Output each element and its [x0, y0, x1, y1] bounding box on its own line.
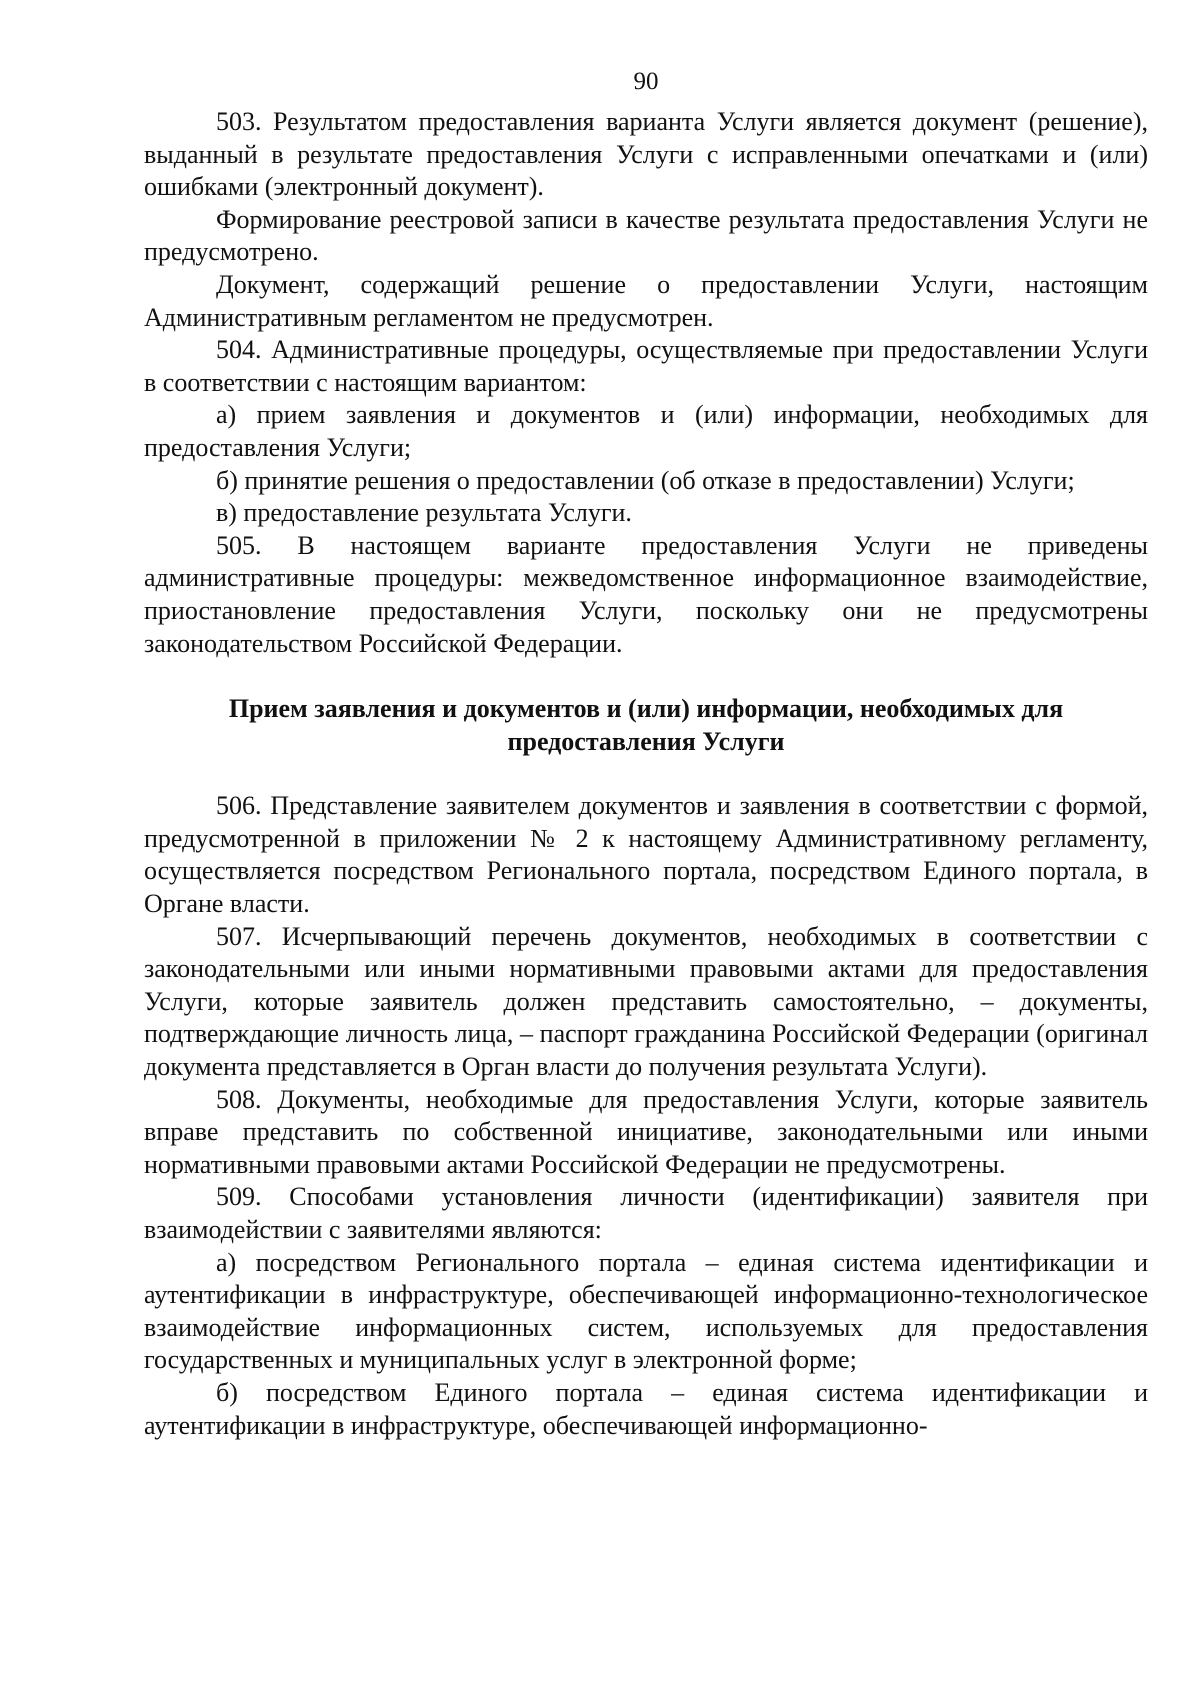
paragraph-508: 508. Документы, необходимые для предоставления Услуги, которые заявитель вправе представить по собственной инициативе, законодательными или иными нормативными правовыми актами Российской Федерации не предусмотрены. — [144, 1084, 1148, 1179]
list-item-504-c: в) предоставление результата Услуги. — [216, 498, 632, 528]
paragraph-507: 507. Исчерпывающий перечень документов, необходимых в соответствии с законодательными или иными нормативными правовыми актами для предоставления Услуги, которые заявитель должен представить самостоятельно, – документы, подтверждающие личность лица, – паспорт гражданина Российской Федерации (оригинал документа представляется в Орган власти до получения результата Услуги). — [144, 921, 1148, 1082]
list-item-504-a: а) прием заявления и документов и (или) информации, необходимых для предоставления Услуги; — [144, 400, 1148, 462]
section-heading-line-1: Прием заявления и документов и (или) информации, необходимых для — [228, 694, 1064, 724]
section-heading — [144, 693, 1148, 758]
paragraph-506: 506. Представление заявителем документов и заявления в соответствии с формой, предусмотренной в приложении № 2 к настоящему Административному регламенту, осуществляется посредством Регионального портала, посредством Единого портала, в Органе власти. — [144, 791, 1148, 919]
page-number: 90 — [633, 68, 659, 95]
paragraph-registry-record: Формирование реестровой записи в качестве результата предоставления Услуги не предусмотрено. — [144, 204, 1148, 267]
section-application-intake — [144, 790, 1148, 1442]
list-item-509-a: а) посредством Регионального портала – единая система идентификации и аутентификации в инфраструктуре, обеспечивающей информационно-технологическое взаимодействие информационных систем, используемых для предоставления государственных и муниципальных услуг в электронной форме; — [144, 1247, 1148, 1375]
section-heading-line-2: предоставления Услуги — [507, 726, 785, 756]
list-item-504-b: б) принятие решения о предоставлении (об отказе в предоставлении) Услуги; — [216, 465, 1075, 495]
paragraph-509: 509. Способами установления личности (идентификации) заявителя при взаимодействии с заявителями являются: — [144, 1182, 1148, 1244]
section-results-and-procedures — [144, 106, 1148, 660]
paragraph-decision-document: Документ, содержащий решение о предоставлении Услуги, настоящим Административным регламентом не предусмотрен. — [144, 269, 1148, 332]
paragraph-505: 505. В настоящем варианте предоставления Услуги не приведены административные процедуры: межведомственное информационное взаимодействие, приостановление предоставления Услуги, поскольку они не предусмотрены законодательством Российской Федерации. — [144, 530, 1148, 658]
document-page — [144, 66, 1148, 1442]
paragraph-503: 503. Результатом предоставления варианта Услуги является документ (решение), выданный в результате предоставления Услуги с исправленными опечатками и (или) ошибками (электронный документ). — [144, 107, 1148, 202]
paragraph-504: 504. Административные процедуры, осуществляемые при предоставлении Услуги в соответствии с настоящим вариантом: — [144, 335, 1148, 397]
list-item-509-b: б) посредством Единого портала – единая система идентификации и аутентификации в инфраструктуре, обеспечивающей информационно- — [144, 1377, 1148, 1440]
